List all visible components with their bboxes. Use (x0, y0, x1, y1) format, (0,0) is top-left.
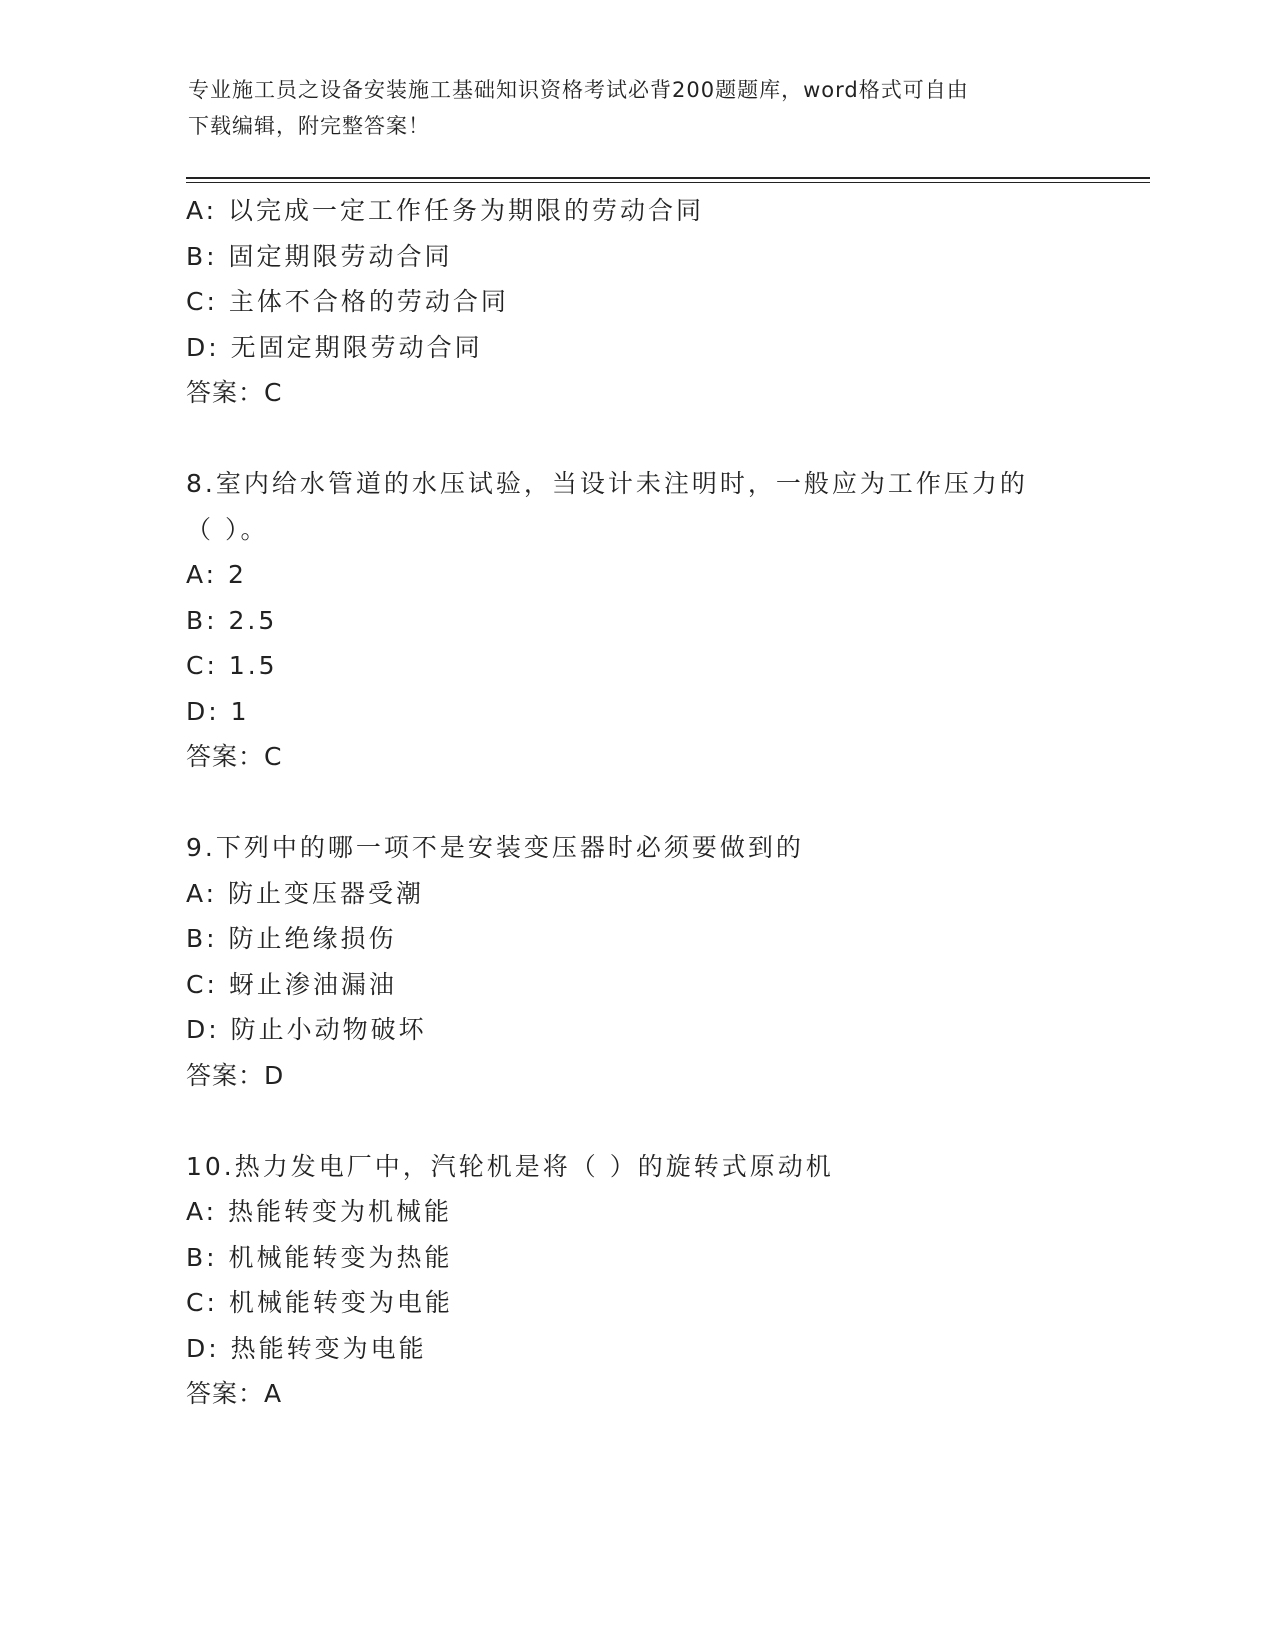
option-c: C: 蚜止渗油漏油 (186, 969, 397, 999)
question-text: 8.室内给水管道的水压试验，当设计未注明时，一般应为工作压力的 (186, 469, 1028, 498)
option-b: B: 防止绝缘损伤 (186, 924, 397, 953)
option-c: C: 主体不合格的劳动合同 (186, 287, 509, 316)
option-d: D: 1 (186, 696, 250, 726)
option-d: D: 热能转变为电能 (186, 1333, 427, 1363)
option-b: B: 2.5 (186, 605, 278, 635)
answer: 答案：A (186, 1379, 283, 1408)
option-b: B: 机械能转变为热能 (186, 1242, 453, 1272)
header-divider (186, 177, 1150, 179)
option-a: A: 防止变压器受潮 (186, 878, 425, 908)
document-header (188, 72, 1068, 144)
option-c: C: 机械能转变为电能 (186, 1288, 453, 1317)
answer: 答案：D (186, 1060, 285, 1090)
question-list (186, 188, 1086, 1417)
option-a: A: 2 (186, 560, 247, 589)
question-7 (186, 188, 1086, 416)
option-a: A: 以完成一定工作任务为期限的劳动合同 (186, 196, 705, 225)
question-text: 10.热力发电厂中，汽轮机是将（ ）的旋转式原动机 (186, 1151, 834, 1181)
answer: 答案：C (186, 742, 283, 771)
option-d: D: 无固定期限劳动合同 (186, 332, 483, 362)
answer: 答案：C (186, 378, 283, 407)
header-line-1: 专业施工员之设备安装施工基础知识资格考试必背200题题库，word格式可自由 (188, 78, 969, 102)
option-a: A: 热能转变为机械能 (186, 1197, 453, 1226)
header-divider-thin (186, 182, 1150, 183)
option-d: D: 防止小动物破坏 (186, 1015, 427, 1044)
option-b: B: 固定期限劳动合同 (186, 241, 453, 271)
question-10 (186, 1144, 1086, 1417)
header-line-2: 下载编辑，附完整答案！ (188, 114, 430, 138)
question-8 (186, 461, 1086, 780)
question-text: 9.下列中的哪一项不是安装变压器时必须要做到的 (186, 833, 804, 862)
question-text-cont: （ ）。 (186, 514, 269, 544)
option-c: C: 1.5 (186, 651, 278, 680)
question-9 (186, 825, 1086, 1098)
